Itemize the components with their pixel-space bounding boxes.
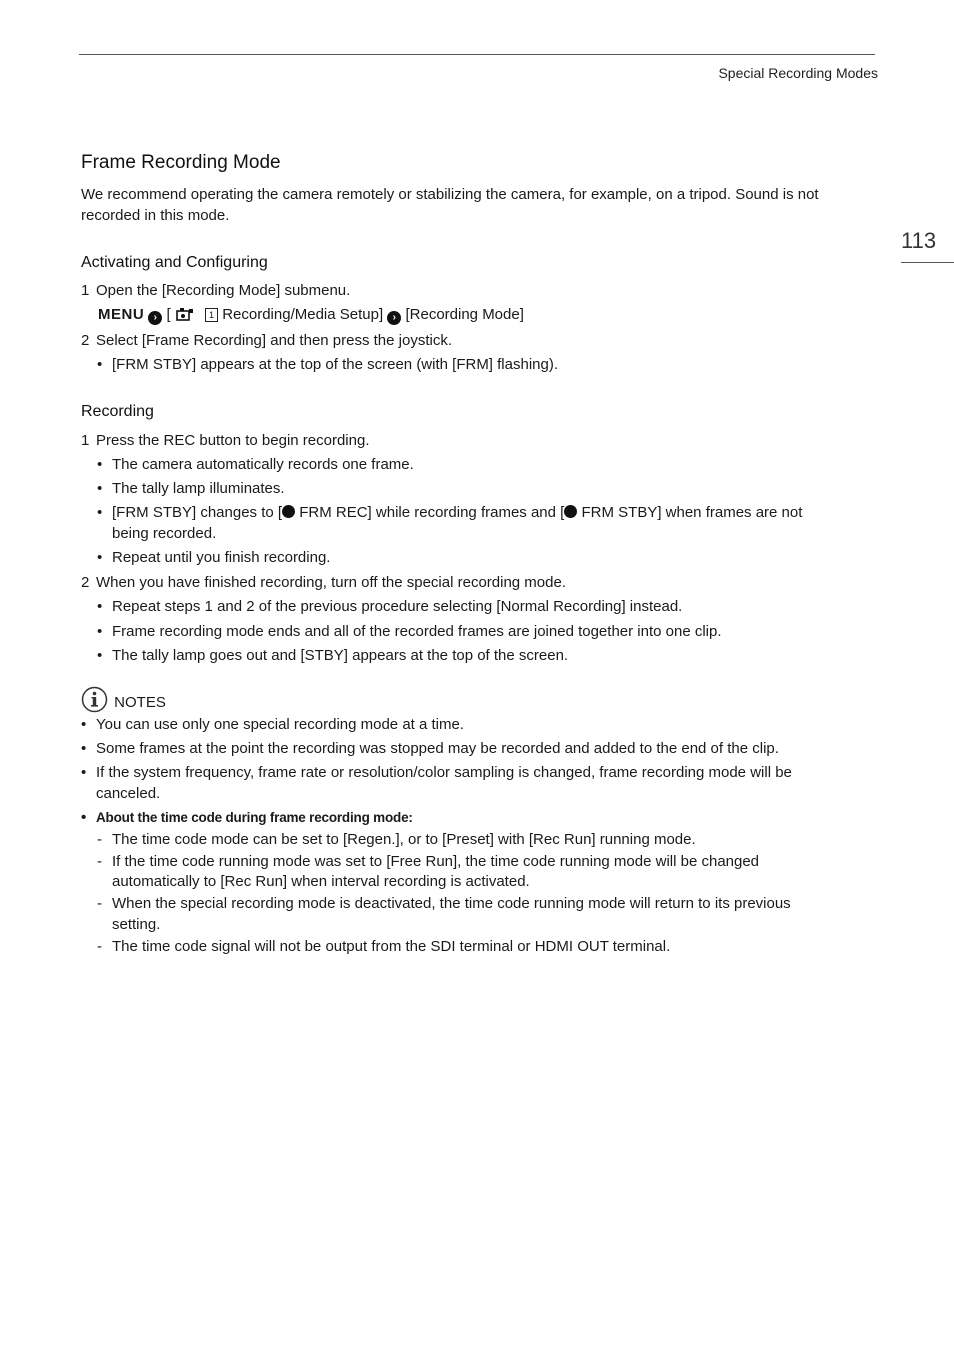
list-item-text: You can use only one special recording mode at a time. [96, 716, 465, 733]
dash-marker: - [97, 938, 102, 955]
notes-label: NOTES [114, 694, 166, 711]
chevron-right-icon: › [387, 311, 401, 325]
list-item [97, 454, 414, 475]
bullet-icon: • [97, 456, 103, 473]
list-item [97, 621, 722, 642]
recording-step-2-number: 2 [81, 574, 90, 591]
list-item-text: The tally lamp illuminates. [112, 480, 285, 497]
list-item [81, 714, 465, 735]
list-item [81, 807, 413, 828]
bullet-icon: • [97, 623, 103, 640]
list-item [97, 502, 803, 523]
record-dot-icon [282, 505, 295, 518]
list-item-text: The tally lamp goes out and [STBY] appears at the top of the screen. [112, 647, 569, 664]
bullet-icon: • [97, 647, 103, 664]
menu-item-recording-mode: [Recording Mode] [405, 306, 524, 323]
list-item-text: Repeat until you finish recording. [112, 549, 331, 566]
list-item-text: Some frames at the point the recording was stopped may be recorded and added to the end of the clip. [96, 740, 779, 757]
bullet-icon: • [81, 716, 87, 733]
chevron-right-icon: › [148, 311, 162, 325]
activating-heading: Activating and Configuring [81, 254, 268, 271]
list-item-text: If the system frequency, frame rate or resolution/color sampling is changed, frame recording mode will be [96, 764, 792, 781]
intro-line-1: We recommend operating the camera remotely or stabilizing the camera, for example, on a tripod. Sound is not [81, 186, 819, 203]
dash-item [97, 851, 760, 872]
recording-heading: Recording [81, 403, 154, 420]
dash-item-continuation: setting. [112, 916, 161, 933]
dash-item-text: The time code mode can be set to [Regen.], or to [Preset] with [Rec Run] running mode. [112, 831, 696, 848]
list-item [97, 596, 683, 617]
bullet-icon: • [81, 764, 87, 781]
list-item-text: Frame recording mode ends and all of the recorded frames are joined together into one clip. [112, 623, 722, 640]
dash-item [97, 829, 696, 850]
activating-step-2: Select [Frame Recording] and then press the joystick. [96, 332, 453, 349]
activating-step-1: Open the [Recording Mode] submenu. [96, 282, 351, 299]
dash-marker: - [97, 853, 102, 870]
recording-step-2: When you have finished recording, turn off the special recording mode. [96, 574, 566, 591]
list-item [97, 547, 331, 568]
list-item [81, 762, 792, 783]
dash-marker: - [97, 831, 102, 848]
dash-item [97, 936, 671, 957]
menu-path [98, 304, 524, 328]
dash-item-text: If the time code running mode was set to [Free Run], the time code running mode will be changed [112, 853, 760, 870]
list-item [81, 738, 779, 759]
recording-step-1: Press the REC button to begin recording. [96, 432, 370, 449]
running-header: Special Recording Modes [718, 65, 878, 81]
menu-page-number-box: 1 [205, 308, 218, 322]
bullet-icon: • [97, 504, 103, 521]
list-item-text-a: [FRM STBY] changes to [ [112, 504, 283, 521]
dash-item-text: The time code signal will not be output from the SDI terminal or HDMI OUT terminal. [112, 938, 671, 955]
bullet-icon: • [97, 598, 103, 615]
list-item-text: Repeat steps 1 and 2 of the previous procedure selecting [Normal Recording] instead. [112, 598, 683, 615]
activating-step-1-number: 1 [81, 282, 90, 299]
activating-step-2-number: 2 [81, 332, 90, 349]
list-item-continuation: canceled. [96, 785, 161, 802]
header-rule [79, 54, 875, 55]
bullet-icon: • [97, 480, 103, 497]
list-item [97, 645, 569, 666]
bullet-icon: • [97, 356, 103, 373]
bullet-icon: • [81, 809, 87, 826]
bullet-icon: • [81, 740, 87, 757]
dash-item-text: When the special recording mode is deactivated, the time code running mode will return to its previous [112, 895, 791, 912]
notes-subheading: About the time code during frame recording mode: [96, 810, 413, 825]
list-item [97, 354, 559, 375]
page-number: 113 [901, 228, 937, 253]
dash-marker: - [97, 895, 102, 912]
list-item-text: The camera automatically records one frame. [112, 456, 414, 473]
menu-item-recording-media-setup: Recording/Media Setup] [222, 306, 384, 323]
dash-item-continuation: automatically to [Rec Run] when interval recording is activated. [112, 873, 530, 890]
list-item [97, 478, 285, 499]
menu-button-label: MENU [98, 306, 145, 323]
camera-setup-icon [175, 306, 195, 328]
dash-item [97, 893, 791, 914]
record-dot-icon [564, 505, 577, 518]
recording-step-1-number: 1 [81, 432, 90, 449]
section-title: Frame Recording Mode [81, 152, 281, 173]
list-item-text-b: FRM REC] while recording frames and [ [295, 504, 565, 521]
intro-line-2: recorded in this mode. [81, 207, 230, 224]
list-item-continuation: being recorded. [112, 525, 217, 542]
list-item-text: [FRM STBY] appears at the top of the screen (with [FRM] flashing). [112, 356, 559, 373]
list-item-text-c: FRM STBY] when frames are not [577, 504, 803, 521]
bullet-icon: • [97, 549, 103, 566]
page-number-rule [901, 262, 954, 263]
menu-open-bracket: [ [166, 306, 171, 323]
